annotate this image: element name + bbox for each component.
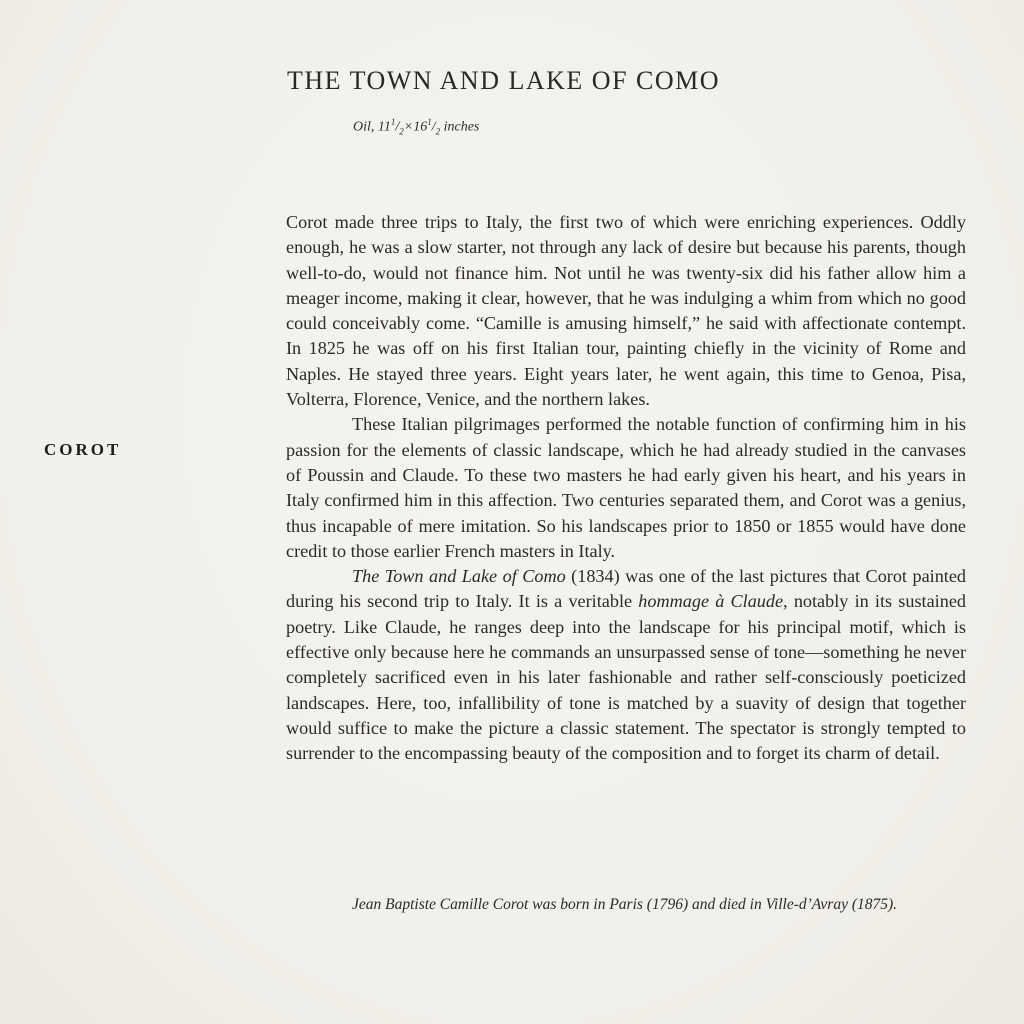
fraction-2-denominator: 2 (435, 126, 441, 137)
painting-title-italic: The Town and Lake of Como (352, 566, 566, 587)
fraction-1-numerator: 1 (390, 117, 396, 127)
paragraph-3-part-2: notably in its sustained poetry. Like Claude, he ranges deep into the landscape for his principal motif, which is effective only because here he commands an unsurpassed sense of tone—something he never completely sacrificed even in his later fashionable and rather self-consciously poeticized landscapes. Here, too, infallibility of tone is matched by a suavity of design that together would suffice to make the picture a classic statement. The spectator is strongly tempted to surrender to the encompassing beauty of the composition and to forget its charm of detail. (286, 591, 966, 764)
page-title: THE TOWN AND LAKE OF COMO (287, 66, 721, 95)
fraction-1-denominator: 2 (399, 126, 404, 137)
artist-biography-note: Jean Baptiste Camille Corot was born in Paris (1796) and died in Ville-d’Avray (1875). (352, 896, 898, 913)
paragraph-1: Corot made three trips to Italy, the first two of which were enriching experiences. Oddly enough, he was a slow starter, not through any lack of desire but because his parents, though well-to-do, would not finance him. Not until he was twenty-six did his father allow him a meager income, making it clear, however, that he was indulging a whim from which no good could conceivably come. “Camille is amusing himself,” he said with affectionate contempt. In 1825 he was off on his first Italian tour, painting chiefly in the vicinity of Rome and Naples. He stayed three years. Eight years later, he went again, this time to Genoa, Pisa, Volterra, Florence, Venice, and the northern lakes. (286, 212, 966, 410)
body-text (286, 210, 966, 767)
hommage-phrase-italic: hommage à Claude, (638, 591, 788, 612)
fraction-2-numerator: 1 (427, 117, 432, 127)
medium-suffix: inches (440, 119, 480, 135)
paragraph-3-part-1: (1834) was one of the last pictures that Corot painted during his second trip to Italy. It is a veritable (286, 566, 967, 612)
painting-medium-dimensions: Oil, $11^1/_2\times 16^1/_2$ inches (353, 117, 480, 137)
artist-name: COROT (44, 440, 122, 459)
paragraph-2: These Italian pilgrimages performed the notable function of confirming him in his passion for the elements of classic landscape, which he had already studied in the canvases of Poussin and Claude. To these two masters he had early given his heart, and his years in Italy confirmed him in this affection. Two centuries separated them, and Corot was a genius, thus incapable of mere imitation. So his landscapes prior to 1850 or 1855 would have done credit to those earlier French masters in Italy. (286, 414, 966, 561)
paragraph-3 (286, 564, 966, 766)
medium-prefix: Oil, 11 (353, 119, 391, 135)
medium-times: ×16 (403, 119, 428, 135)
